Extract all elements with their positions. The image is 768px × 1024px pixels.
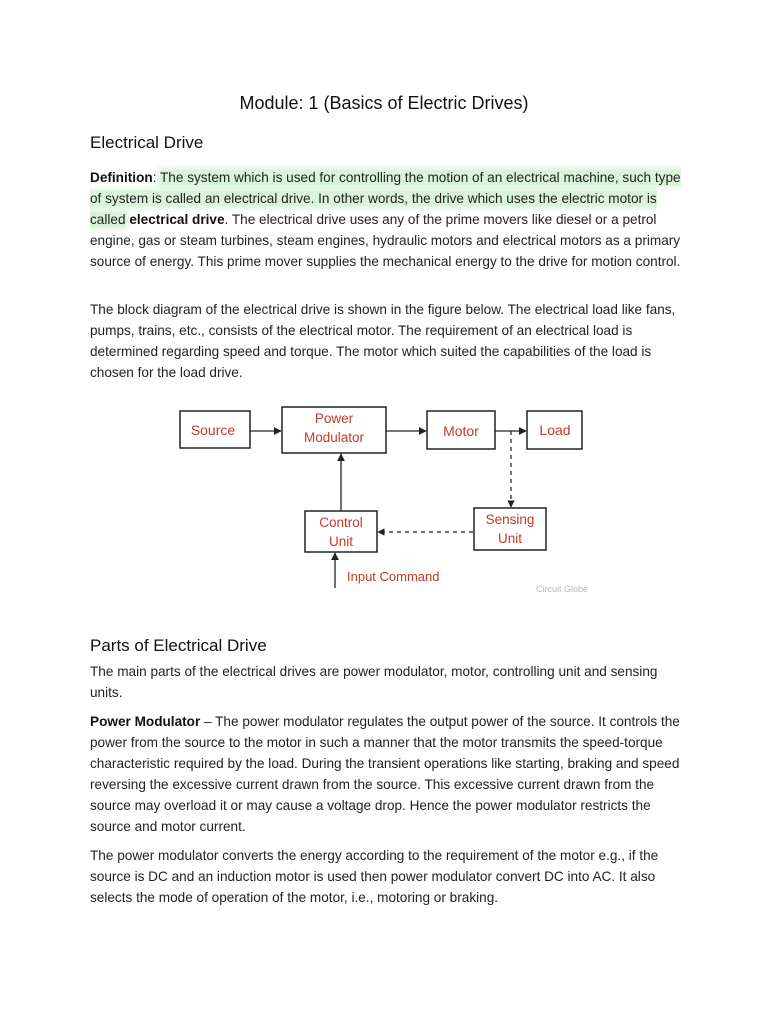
definition-highlight: The system which is used for controlling the motion of an electrical machine, such type of system is called an electrical drive. In other words, the drive which uses the electric motor is called: [90, 170, 681, 227]
definition-paragraph: [90, 168, 690, 273]
power-modulator-label-2: Modulator: [303, 430, 365, 445]
block-diagram-paragraph: The block diagram of the electrical drive is shown in the figure below. The electrical load like fans, pumps, trains, etc., consists of the electrical motor. The requirement of an electrical load is determined regarding speed and torque. The motor which suited the capabilities of the load is chosen for the load drive.: [90, 302, 676, 380]
power-modulator-label-1: Power: [314, 411, 354, 426]
input-command-label: Input Command: [347, 569, 440, 584]
power-modulator-paragraph: [90, 712, 690, 837]
source-label: Source: [190, 422, 236, 438]
sensing-unit-label-2: Unit: [497, 531, 523, 546]
page-title: Module: 1 (Basics of Electric Drives): [239, 93, 529, 113]
sensing-unit-label-1: Sensing: [485, 512, 535, 527]
definition-colon: :: [152, 170, 160, 185]
control-unit-label-1: Control: [319, 515, 363, 530]
block-diagram: [170, 400, 600, 600]
conversion-paragraph: The power modulator converts the energy according to the requirement of the motor e.g., if the source is DC and an induction motor is used then power modulator convert DC into AC. It also selects the mode of operation of the motor, i.e., motoring or braking.: [90, 848, 659, 905]
power-modulator-term: Power Modulator: [90, 714, 201, 729]
power-modulator-text: – The power modulator regulates the output power of the source. It controls the power from the source to the motor in such a manner that the motor transmits the speed-torque characteristic required by the load. During the transient operations like starting, braking and speed reversing the excessive current drawn from the source. This excessive current drawn from the source may overload it or may cause a voltage drop. Hence the power modulator restricts the source and motor current.: [90, 714, 680, 834]
section-heading-electrical-drive: Electrical Drive: [90, 133, 204, 152]
definition-label: Definition: [90, 170, 153, 185]
definition-rest: . The electrical drive uses any of the prime movers like diesel or a petrol engine, gas or steam turbines, steam engines, hydraulic motors and electrical motors as a primary source of energy. This prime mover supplies the mechanical energy to the drive for motion control.: [90, 211, 681, 269]
section-heading-parts: Parts of Electrical Drive: [90, 636, 267, 655]
control-unit-label-2: Unit: [328, 534, 354, 549]
watermark-label: Circuit Globe: [536, 584, 589, 594]
load-label: Load: [539, 422, 571, 438]
parts-intro-paragraph: The main parts of the electrical drives are power modulator, motor, controlling unit and sensing units.: [90, 664, 658, 700]
definition-bold-term: electrical drive: [129, 211, 225, 227]
motor-label: Motor: [443, 423, 479, 439]
